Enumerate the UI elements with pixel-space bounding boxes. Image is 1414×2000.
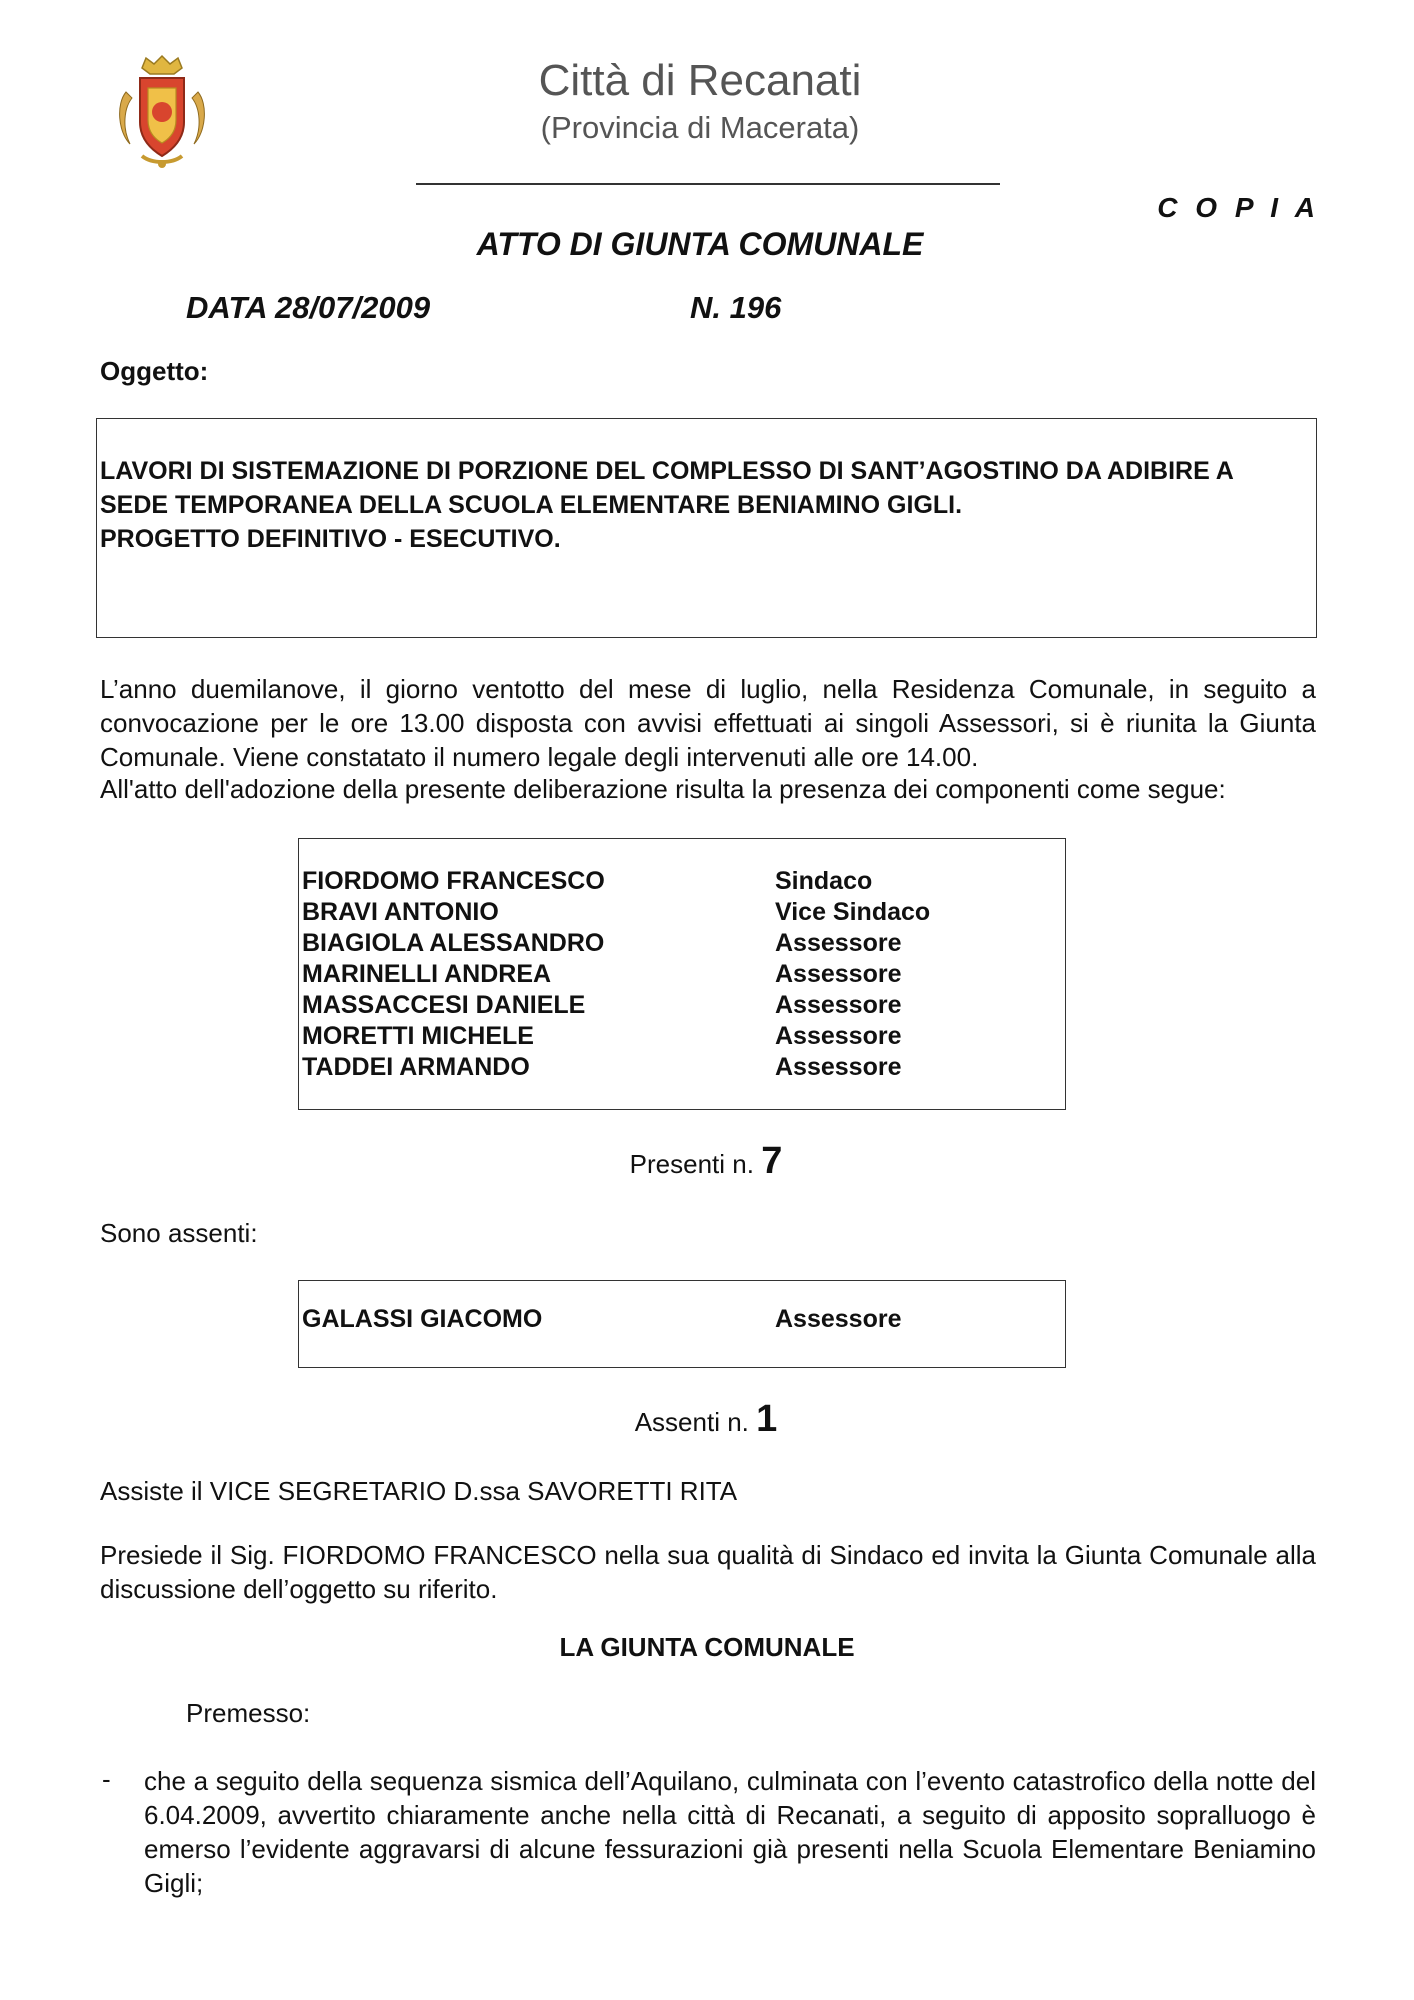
adoption-paragraph: All'atto dell'adozione della presente deliberazione risulta la presenza dei componenti come segue: xyxy=(100,774,1226,804)
header-divider xyxy=(416,183,1000,185)
member-row xyxy=(299,960,1065,991)
act-number: N. 196 xyxy=(690,290,782,325)
member-role: Assessore xyxy=(775,991,902,1019)
member-role: Assessore xyxy=(775,929,902,957)
absent-label: Sono assenti: xyxy=(100,1218,258,1248)
subject-line: PROGETTO DEFINITIVO - ESECUTIVO. xyxy=(100,525,561,553)
member-name: BIAGIOLA ALESSANDRO xyxy=(302,929,605,957)
presides-paragraph: Presiede il Sig. FIORDOMO FRANCESCO nella sua qualità di Sindaco ed invita la Giunta Comunale alla discussione dell’oggetto su riferito. xyxy=(100,1540,1316,1604)
bullet-text: che a seguito della sequenza sismica dell’Aquilano, culminata con l’evento catastrofico della notte del 6.04.2009, avvertito chiaramente anche nella città di Recanati, a seguito di apposito sopralluogo è emerso l’evidente aggravarsi di alcune fessurazioni già presenti nella Scuola Elementare Beniamino Gigli; xyxy=(144,1766,1316,1898)
city-coat-of-arms-icon xyxy=(112,52,212,172)
member-row xyxy=(299,929,1065,960)
absent-count-value: 1 xyxy=(756,1398,778,1440)
subject-line: SEDE TEMPORANEA DELLA SCUOLA ELEMENTARE BENIAMINO GIGLI. xyxy=(100,491,963,519)
member-role: Assessore xyxy=(775,1053,902,1081)
member-row xyxy=(299,991,1065,1022)
member-role: Assessore xyxy=(775,960,902,988)
member-role: Vice Sindaco xyxy=(775,898,931,926)
subject-box xyxy=(96,418,1317,638)
member-row xyxy=(299,1053,1065,1084)
subject-line: LAVORI DI SISTEMAZIONE DI PORZIONE DEL COMPLESSO DI SANT’AGOSTINO DA ADIBIRE A xyxy=(100,457,1234,485)
absent-members-box xyxy=(298,1280,1066,1368)
member-row xyxy=(299,1305,1065,1336)
bullet-dash: - xyxy=(102,1764,111,1794)
section-heading: LA GIUNTA COMUNALE xyxy=(559,1632,855,1662)
member-name: MASSACCESI DANIELE xyxy=(302,991,586,1019)
province-name: (Provincia di Macerata) xyxy=(540,110,860,145)
member-name: FIORDOMO FRANCESCO xyxy=(302,867,605,895)
city-name: Città di Recanati xyxy=(538,56,862,105)
absent-count-label: Assenti n. xyxy=(634,1407,757,1437)
assistant-line: Assiste il VICE SEGRETARIO D.ssa SAVORETTI RITA xyxy=(100,1476,738,1506)
member-role: Assessore xyxy=(775,1022,902,1050)
member-name: GALASSI GIACOMO xyxy=(302,1305,543,1333)
member-row xyxy=(299,867,1065,898)
present-members-box xyxy=(298,838,1066,1110)
present-count xyxy=(0,1140,1414,1183)
copy-mark: C O P I A xyxy=(1157,192,1320,223)
present-count-label: Presenti n. xyxy=(629,1149,762,1179)
subject-label: Oggetto: xyxy=(100,356,209,386)
member-row xyxy=(299,1022,1065,1053)
intro-paragraph: L’anno duemilanove, il giorno ventotto del mese di luglio, nella Residenza Comunale, in seguito a convocazione per le ore 13.00 disposta con avvisi effettuati ai singoli Assessori, si è riunita la Giunta Comunale. Viene constatato il numero legale degli intervenuti alle ore 14.00. xyxy=(100,674,1316,772)
member-role: Assessore xyxy=(775,1305,902,1333)
member-name: TADDEI ARMANDO xyxy=(302,1053,530,1081)
member-row xyxy=(299,898,1065,929)
member-name: BRAVI ANTONIO xyxy=(302,898,499,926)
act-date: DATA 28/07/2009 xyxy=(186,290,431,325)
premesso-label: Premesso: xyxy=(186,1698,311,1728)
act-title: ATTO DI GIUNTA COMUNALE xyxy=(476,226,924,262)
member-role: Sindaco xyxy=(775,867,873,895)
present-count-value: 7 xyxy=(761,1140,783,1182)
absent-count xyxy=(0,1398,1414,1441)
member-name: MORETTI MICHELE xyxy=(302,1022,534,1050)
member-name: MARINELLI ANDREA xyxy=(302,960,552,988)
